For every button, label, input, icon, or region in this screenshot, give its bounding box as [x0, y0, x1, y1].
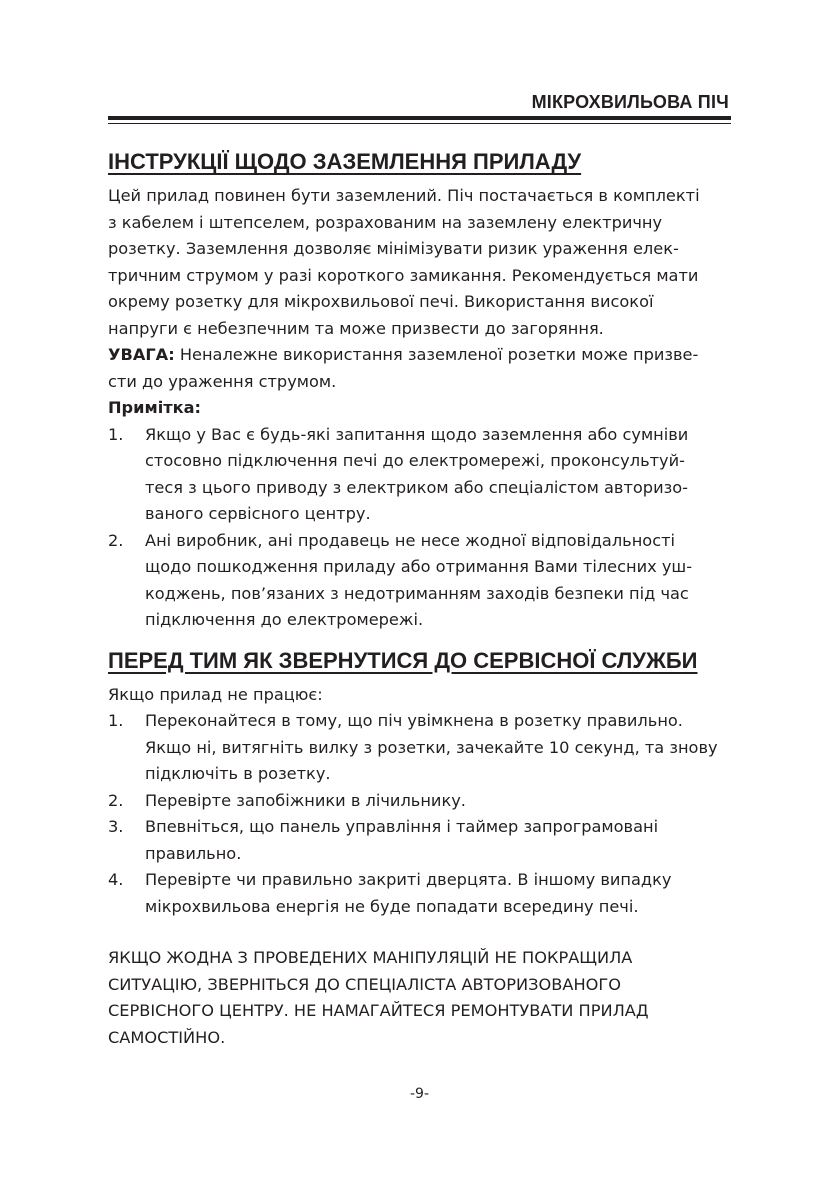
list-item-line: коджень, пов’язаних з недотриманням заходів безпеки під час [145, 583, 689, 603]
list-item-line: ваного сервісного центру. [145, 504, 371, 523]
final-notice-line: СИТУАЦІЮ, ЗВЕРНІТЬСЯ ДО СПЕЦІАЛІСТА АВТОРИЗОВАНОГО [108, 974, 621, 994]
grounding-section-title: ІНСТРУКЦІЇ ЩОДО ЗАЗЕМЛЕННЯ ПРИЛАДУ [108, 149, 582, 174]
final-notice-line: СЕРВІСНОГО ЦЕНТРУ. НЕ НАМАГАЙТЕСЯ РЕМОНТУВАТИ ПРИЛАД [108, 1001, 649, 1020]
list-item-number: 1. [108, 711, 124, 730]
list-item-number: 1. [108, 424, 124, 444]
service-intro: Якщо прилад не працює: [108, 684, 323, 704]
list-item-line: Ані виробник, ані продавець не несе жодної відповідальності [145, 530, 676, 550]
list-item-line: Впевніться, що панель управління і таймер запрограмовані [145, 817, 659, 836]
list-item [108, 814, 733, 867]
list-item-line: стосовно підключення печі до електромережі, проконсультуй- [145, 451, 685, 470]
list-item-number: 3. [108, 817, 124, 836]
header-rule-thin [108, 123, 731, 124]
warning-label: УВАГА: [108, 345, 175, 364]
final-notice-line: ЯКЩО ЖОДНА З ПРОВЕДЕНИХ МАНІПУЛЯЦІЙ НЕ ПОКРАЩИЛА [108, 948, 633, 967]
list-item-line: теся з цього приводу з електриком або спеціалістом авторизо- [145, 477, 688, 497]
list-item-line: Перевірте чи правильно закриті дверцята. В іншому випадку [145, 870, 672, 889]
paragraph-line: з кабелем і штепселем, розрахованим на заземлену електричну [108, 212, 663, 232]
list-item-number: 2. [108, 530, 124, 550]
note-label: Примітка: [108, 398, 202, 417]
page-number: -9- [409, 1086, 429, 1102]
list-item [108, 708, 733, 788]
list-item [108, 528, 733, 634]
paragraph-line: розетку. Заземлення дозволяє мінімізувати ризик ураження елек- [108, 239, 679, 258]
warning-line: сти до ураження струмом. [108, 371, 337, 391]
paragraph-line: окрему розетку для мікрохвильової печі. Використання високої [108, 292, 654, 311]
list-item-line: підключіть в розетку. [145, 764, 331, 783]
list-item-number: 2. [108, 790, 124, 810]
list-item-line: щодо пошкодження приладу або отримання Вами тілесних уш- [145, 557, 693, 576]
warning-text: Неналежне використання заземленої розетки може призве- [174, 345, 699, 364]
paragraph-line: тричним струмом у разі короткого замикання. Рекомендується мати [108, 265, 699, 285]
final-notice-line: САМОСТІЙНО. [108, 1027, 226, 1047]
list-item-line: Переконайтеся в тому, що піч увімкнена в розетку правильно. [145, 711, 683, 730]
page-header-title: МІКРОХВИЛЬОВА ПІЧ [531, 92, 729, 112]
list-item-line: правильно. [145, 843, 242, 863]
header-rule-thick [108, 116, 731, 120]
list-item-line: Перевірте запобіжники в лічильнику. [145, 790, 466, 810]
page-content [108, 147, 733, 1051]
paragraph-line: напруги є небезпечним та може призвести до загоряння. [108, 318, 604, 338]
list-item [108, 788, 733, 815]
grounding-paragraph [108, 183, 733, 342]
warning-line [108, 342, 733, 369]
warning-block [108, 342, 733, 395]
service-section-title: ПЕРЕД ТИМ ЯК ЗВЕРНУТИСЯ ДО СЕРВІСНОЇ СЛУЖБИ [108, 647, 698, 673]
list-item [108, 422, 733, 528]
list-item-number: 4. [108, 870, 124, 889]
final-notice [108, 945, 733, 1051]
list-item-line: Якщо ні, витягніть вилку з розетки, зачекайте 10 секунд, та знову [145, 737, 718, 757]
list-item-line: підключення до електромережі. [145, 610, 424, 629]
list-item-line: Якщо у Вас є будь-які запитання щодо заземлення або сумніви [145, 424, 689, 444]
list-item [108, 867, 733, 920]
list-item-line: мікрохвильова енергія не буде попадати всередину печі. [145, 896, 639, 916]
paragraph-line: Цей прилад повинен бути заземлений. Піч постачається в комплекті [108, 186, 700, 205]
service-steps-list [108, 708, 733, 920]
notes-list [108, 422, 733, 634]
